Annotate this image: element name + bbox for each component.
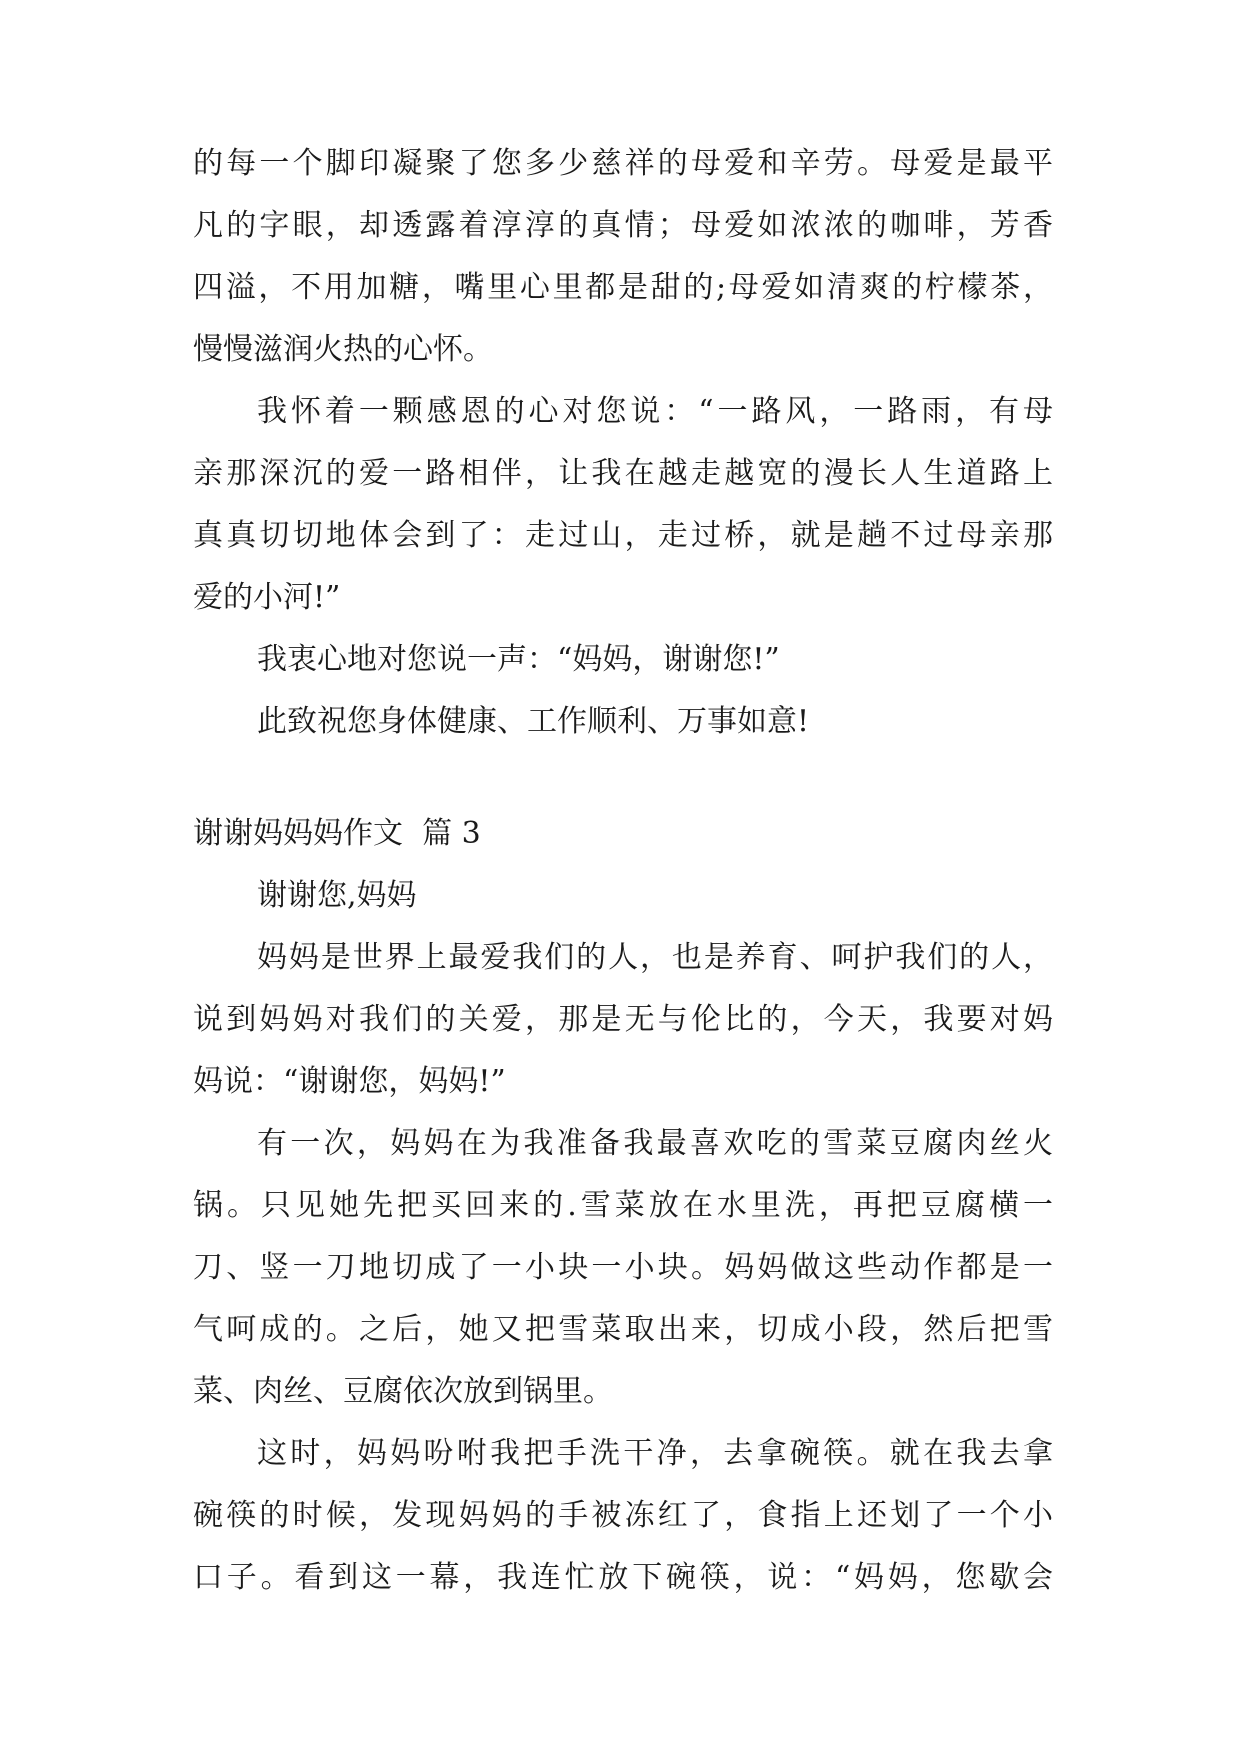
text-line: 刀、竖一刀地切成了一小块一小块。妈妈做这些动作都是一 [193, 1250, 1053, 1285]
paragraph-gratitude [193, 381, 1053, 629]
paragraph-closing-wishes [193, 691, 1053, 753]
text-line: 四溢，不用加糖，嘴里心里都是甜的;母爱如清爽的柠檬茶， [193, 270, 1053, 305]
text-line: 的每一个脚印凝聚了您多少慈祥的母爱和辛劳。母爱是最平 [193, 146, 1053, 181]
paragraph-cold-hands [193, 1423, 1053, 1609]
text-line: 爱的小河!” [193, 580, 341, 615]
paragraph-mother-love [193, 133, 1053, 381]
text-line: 真真切切地体会到了：走过山，走过桥，就是趟不过母亲那 [193, 518, 1053, 553]
text-line: 菜、肉丝、豆腐依次放到锅里。 [193, 1374, 613, 1409]
text-line: 我衷心地对您说一声：“妈妈，谢谢您!” [257, 642, 780, 677]
section-title: 谢谢妈妈妈作文 篇 3 [193, 816, 481, 851]
text-line: 有一次，妈妈在为我准备我最喜欢吃的雪菜豆腐肉丝火 [257, 1126, 1053, 1161]
paragraph-intro [193, 927, 1053, 1113]
text-line: 这时，妈妈吩咐我把手洗干净，去拿碗筷。就在我去拿 [257, 1436, 1053, 1471]
text-line: 气呵成的。之后，她又把雪菜取出来，切成小段，然后把雪 [193, 1312, 1053, 1347]
text-line: 口子。看到这一幕，我连忙放下碗筷，说：“妈妈，您歇会 [193, 1560, 1053, 1595]
essay-section-3 [193, 865, 1053, 1609]
text-line: 此致祝您身体健康、工作顺利、万事如意! [257, 704, 810, 739]
text-line: 凡的字眼，却透露着淳淳的真情；母爱如浓浓的咖啡，芳香 [193, 208, 1053, 243]
essay-subtitle: 谢谢您,妈妈 [257, 878, 417, 913]
section-title-block [193, 803, 1053, 865]
paragraph-hotpot [193, 1113, 1053, 1423]
text-line: 妈妈是世界上最爱我们的人，也是养育、呵护我们的人， [257, 940, 1053, 975]
text-line: 锅。只见她先把买回来的.雪菜放在水里洗，再把豆腐横一 [193, 1188, 1053, 1223]
paragraph-thank-you [193, 629, 1053, 691]
text-line: 碗筷的时候，发现妈妈的手被冻红了，食指上还划了一个小 [193, 1498, 1053, 1533]
text-line: 我怀着一颗感恩的心对您说：“一路风，一路雨，有母 [257, 394, 1053, 429]
text-line: 亲那深沉的爱一路相伴，让我在越走越宽的漫长人生道路上 [193, 456, 1053, 491]
text-line: 慢慢滋润火热的心怀。 [193, 332, 493, 367]
text-line: 妈说：“谢谢您，妈妈!” [193, 1064, 506, 1099]
essay-continuation [193, 133, 1053, 753]
text-line: 说到妈妈对我们的关爱，那是无与伦比的，今天，我要对妈 [193, 1002, 1053, 1037]
